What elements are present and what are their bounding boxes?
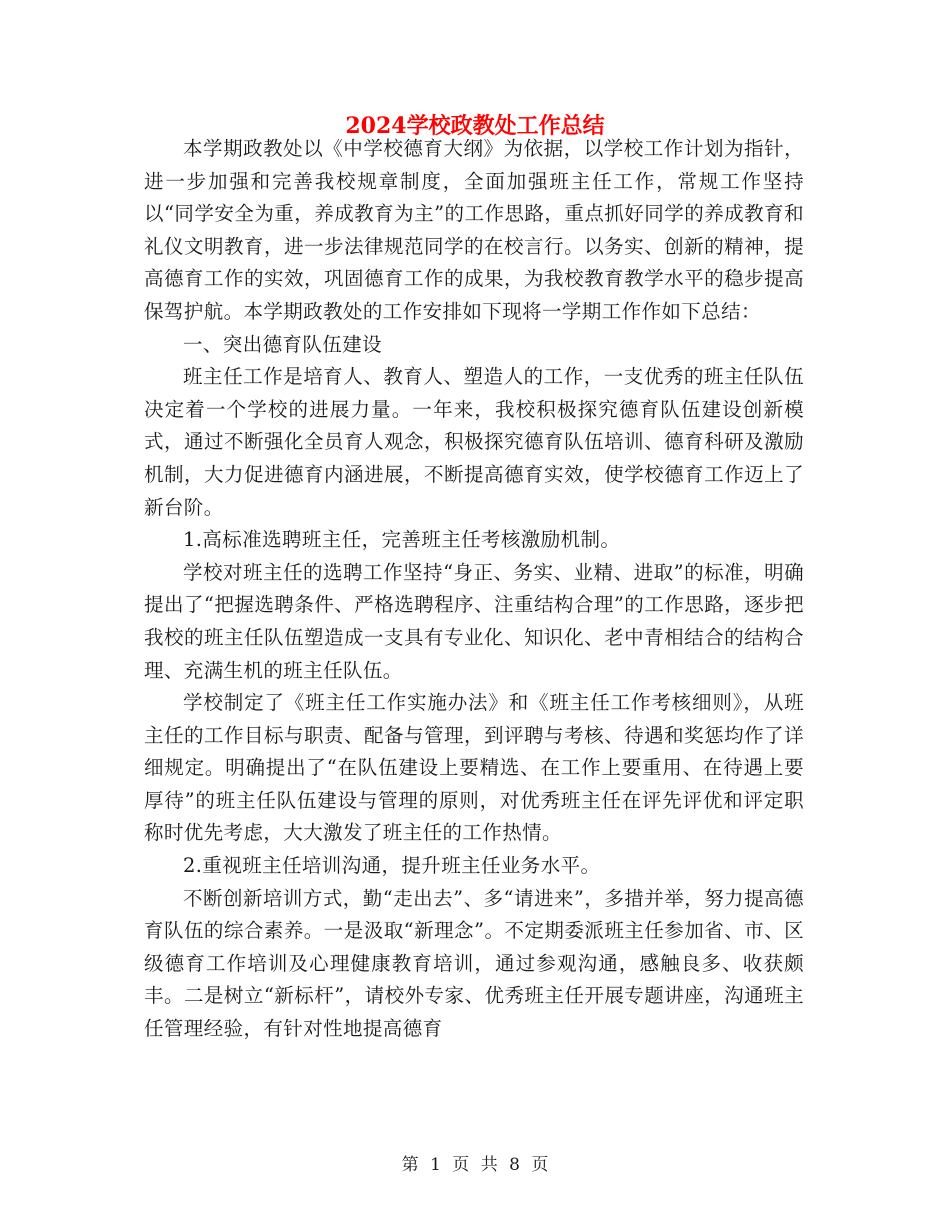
section-heading-1: 一、突出德育队伍建设 (183, 332, 383, 356)
paragraph-rules: 学校制定了《班主任工作实施办法》和《班主任工作考核细则》，从班主任的工作目标与职责、配备与管理，到评聘与考核、待遇和奖惩均作了详细规定。明确提出了“在队伍建设上要精选、在工作上要重用、在待遇上要厚待”的班主任队伍建设与管理的原则，对优秀班主任在评先评优和评定职称时优先考虑，大大激发了班主任的工作热情。 (144, 691, 804, 845)
subheading-1: 1.高标准选聘班主任，完善班主任考核激励机制。 (183, 528, 621, 552)
paragraph-intro: 本学期政教处以《中学校德育大纲》为依据，以学校工作计划为指针，进一步加强和完善我校规章制度，全面加强班主任工作，常规工作坚持以“同学安全为重，养成教育为主”的工作思路，重点抓好同学的养成教育和礼仪文明教育，进一步法律规范同学的在校言行。以务实、创新的精神，提高德育工作的实效，巩固德育工作的成果，为我校教育教学水平的稳步提高保驾护航。本学期政教处的工作安排如下现将一学期工作作如下总结： (144, 137, 804, 323)
page-number-footer: 第 1 页 共 8 页 (401, 1155, 549, 1175)
document-title: 2024学校政教处工作总结 (345, 113, 605, 139)
paragraph-section-1: 班主任工作是培育人、教育人、塑造人的工作，一支优秀的班主任队伍决定着一个学校的进展力量。一年来，我校积极探究德育队伍建设创新模式，通过不断强化全员育人观念，积极探究德育队伍培训、德育科研及激励机制，大力促进德育内涵进展，不断提高德育实效，使学校德育工作迈上了新台阶。 (144, 365, 804, 519)
paragraph-training: 不断创新培训方式，勤“走出去”、多“请进来”，多措并举，努力提高德育队伍的综合素养。一是汲取“新理念”。不定期委派班主任参加省、市、区级德育工作培训及心理健康教育培训，通过参观沟通，感触良多、收获颇丰。二是树立“新标杆”，请校外专家、优秀班主任开展专题讲座，沟通班主任管理经验，有针对性地提高德育 (144, 886, 804, 1041)
paragraph-selection: 学校对班主任的选聘工作坚持“身正、务实、业精、进取”的标准，明确提出了“把握选聘条件、严格选聘程序、注重结构合理”的工作思路，逐步把我校的班主任队伍塑造成一支具有专业化、知识化、老中青相结合的结构合理、充满生机的班主任队伍。 (144, 560, 804, 682)
subheading-2: 2.重视班主任培训沟通，提升班主任业务水平。 (183, 854, 601, 878)
document-body (144, 133, 804, 1046)
